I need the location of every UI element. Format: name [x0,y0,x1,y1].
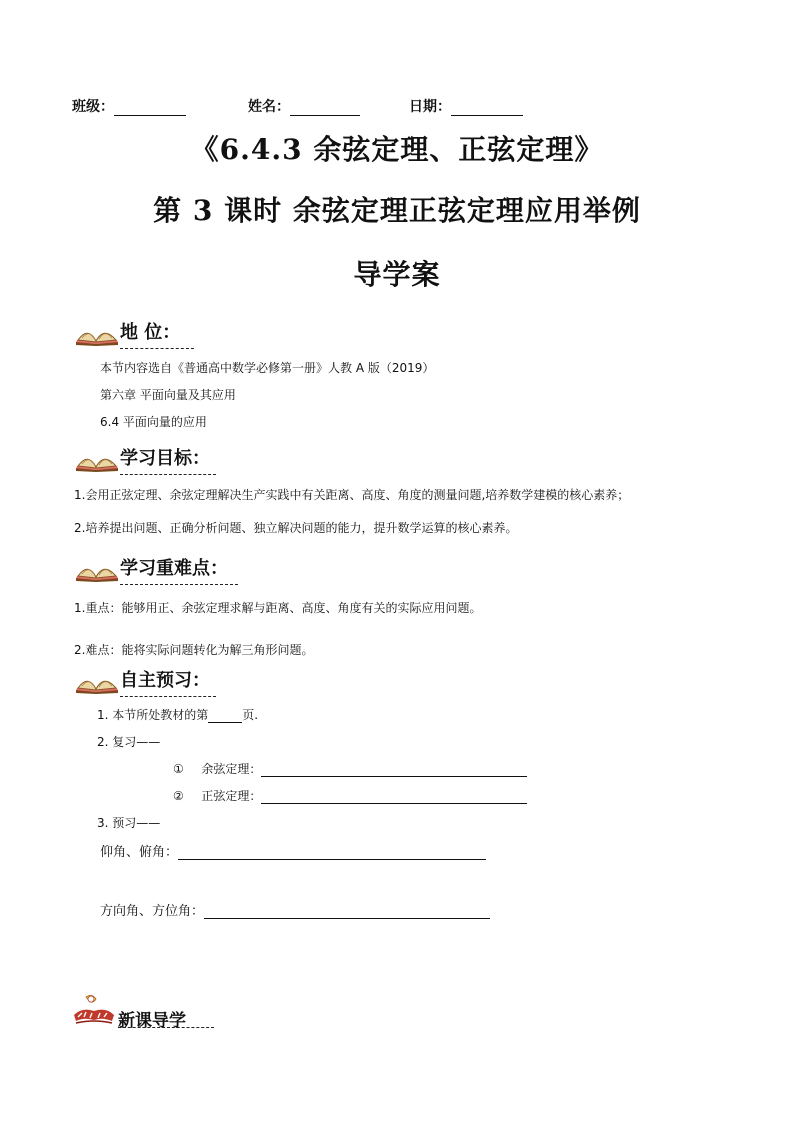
elevation-depression-label: 仰角、俯角： [100,845,179,860]
book-icon [74,446,120,472]
circled-number: ① [173,762,184,776]
date-field [409,96,523,116]
class-blank[interactable] [114,99,186,116]
preview-q1-prefix: 1. 本节所处教材的第 [97,708,209,722]
book-icon [74,556,120,582]
cosine-law-label: 余弦定理： [201,762,262,776]
preview-q3: 3. 预习—— [97,816,161,830]
section-underline [120,474,216,475]
title-line-2: 第 3 课时 余弦定理正弦定理应用举例 [153,194,641,227]
preview-q2: 2. 复习—— [97,735,161,749]
section-preview [74,660,274,694]
section-objectives [74,438,274,472]
key-point-item-1: 1.重点：能够用正、余弦定理求解与距离、高度、角度有关的实际应用问题。 [74,601,482,615]
date-label: 日期： [409,99,451,115]
preview-q1 [97,706,258,723]
objective-item-1: 1.会用正弦定理、余弦定理解决生产实践中有关距离、高度、角度的测量问题,培养数学建模的核心素养； [74,488,630,502]
section-objectives-title: 学习目标： [120,448,210,469]
section-key-points [74,548,274,582]
preview-q2-item-2 [173,787,527,804]
elevation-depression-blank[interactable] [178,844,486,860]
section-new-lesson-title: 新课导学 [118,1011,186,1031]
book-icon [74,320,120,346]
preview-q3-item-1 [100,841,486,860]
preview-q3-item-2 [100,900,490,919]
objective-item-2: 2.培养提出问题、正确分析问题、独立解决问题的能力，提升数学运算的核心素养。 [74,521,518,535]
position-line-2: 第六章 平面向量及其应用 [100,388,236,402]
section-underline [118,1027,214,1028]
book-icon [74,668,120,694]
title-line-3: 导学案 [353,258,441,291]
key-point-item-2: 2.难点：能将实际问题转化为解三角形问题。 [74,643,314,657]
direction-bearing-blank[interactable] [204,903,490,919]
section-position-title: 地 位： [120,322,181,343]
preview-q1-suffix: 页. [242,708,259,722]
sine-law-label: 正弦定理： [201,789,262,803]
section-key-points-title: 学习重难点： [120,558,228,579]
name-label: 姓名： [248,99,290,115]
position-line-3: 6.4 平面向量的应用 [100,415,207,429]
position-line-1: 本节内容选自《普通高中数学必修第一册》人教 A 版（2019） [100,361,435,375]
section-underline [120,696,216,697]
section-underline [120,348,194,349]
cosine-law-blank[interactable] [261,762,527,777]
name-field [248,96,360,116]
page-number-blank[interactable] [208,708,242,723]
name-blank[interactable] [290,99,360,116]
sine-law-blank[interactable] [261,789,527,804]
title-line-1: 《6.4.3 余弦定理、正弦定理》 [190,133,604,166]
section-underline [120,584,238,585]
direction-bearing-label: 方向角、方位角： [100,904,205,919]
section-preview-title: 自主预习： [120,670,210,691]
circled-number: ② [173,789,184,803]
date-blank[interactable] [451,99,523,116]
class-label: 班级： [72,99,114,115]
section-position [74,312,274,346]
lesson-badge-icon [72,993,116,1027]
class-field [72,96,186,116]
section-new-lesson [72,993,272,1029]
preview-q2-item-1 [173,760,527,777]
